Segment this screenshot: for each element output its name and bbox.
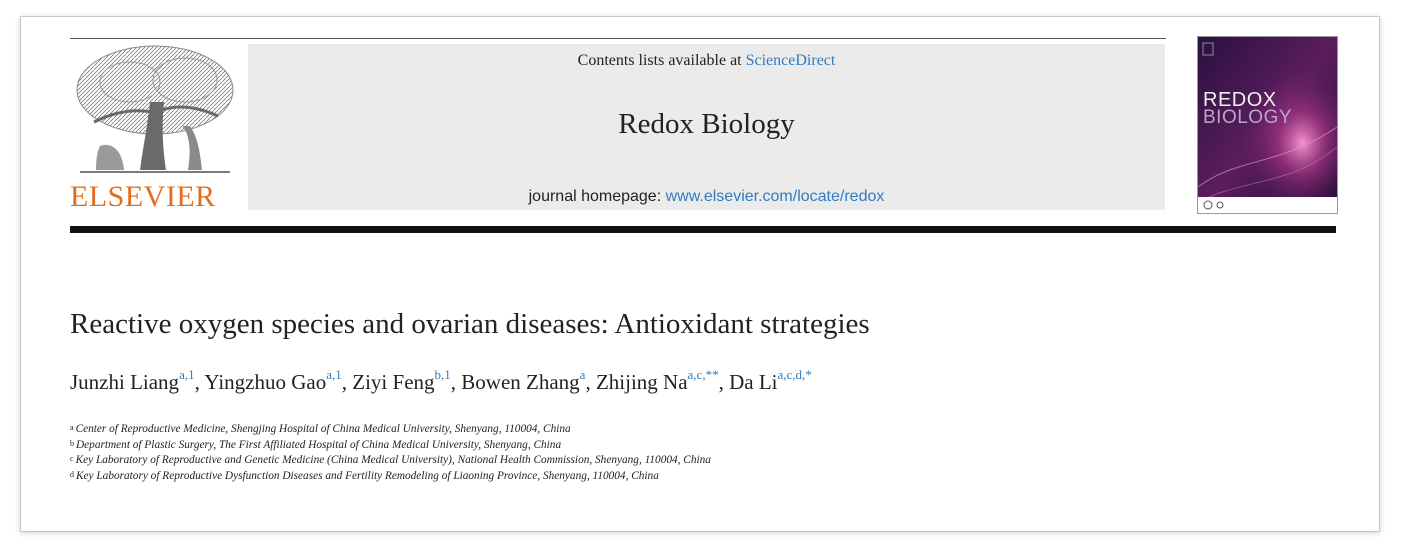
contents-line [248, 52, 1165, 70]
author[interactable]: Da $Li^{a,c,d,*}$ [729, 367, 812, 394]
cover-title-line1: REDOX [1203, 89, 1277, 111]
elsevier-wordmark: ELSEVIER [70, 180, 216, 213]
homepage-label: journal homepage: [528, 188, 662, 205]
tree-icon [70, 42, 240, 178]
author[interactable]: Bowen Zhang$^a$ [461, 367, 586, 394]
affiliation-item: $^a$ Center of Reproductive Medicine, Shengjing Hospital of China Medical University, Shenyang, 110004, China [70, 423, 571, 435]
journal-masthead [248, 44, 1165, 210]
author-affiliation-mark[interactable]: a,c,d,* [777, 367, 812, 382]
author-list: Junzhi Liang$^{a,1}$, Yingzhuo Gao$^{a,1}$, Ziyi Feng$^{b,1}$, Bowen Zhang$^a$, Zhijing $Na^{a,c,**}$, Da $Li^{a,c,d,*}$ [70, 367, 812, 394]
homepage-link[interactable]: www.elsevier.com/locate/redox [665, 188, 885, 205]
top-rule [70, 38, 1166, 39]
journal-title[interactable]: Redox Biology [618, 108, 795, 140]
affiliation-list [70, 422, 711, 484]
elsevier-logo[interactable] [70, 42, 240, 214]
affiliation-item: $^b$ Department of Plastic Surgery, The First Affiliated Hospital of China Medical University, Shenyang, China [70, 438, 562, 451]
affiliation-item: $^d$ Key Laboratory of Reproductive Dysfunction Diseases and Fertility Remodeling of Liaoning Province, Shenyang, 110004, China [70, 469, 659, 482]
header-divider [70, 226, 1336, 233]
contents-prefix: Contents lists available at [577, 52, 742, 69]
author[interactable]: Zhijing $Na^{a,c,**}$ [595, 367, 719, 394]
sciencedirect-link[interactable]: ScienceDirect [745, 52, 836, 69]
homepage-line [248, 188, 1165, 206]
cover-title-line2: BIOLOGY [1203, 107, 1293, 128]
author[interactable]: Yingzhuo Gao$^{a,1}$ [204, 367, 342, 394]
article-title: Reactive oxygen species and ovarian diseases: Antioxidant strategies [70, 308, 870, 340]
affiliation-item: $^c$ Key Laboratory of Reproductive and Genetic Medicine (China Medical University), National Health Commission, Shenyang, 110004, China [70, 454, 711, 466]
cover-title [1203, 91, 1292, 127]
author[interactable]: Ziyi Feng$^{b,1}$ [352, 367, 451, 394]
author-affiliation-mark[interactable]: b,1 [434, 367, 451, 382]
author-affiliation-mark[interactable]: a,1 [326, 367, 342, 382]
author-affiliation-mark[interactable]: a [579, 367, 586, 382]
author-affiliation-mark[interactable]: a,1 [179, 367, 195, 382]
author-affiliation-mark[interactable]: a,c,** [687, 367, 719, 382]
author[interactable]: Junzhi Liang$^{a,1}$ [70, 367, 195, 394]
journal-cover-image[interactable] [1197, 36, 1338, 214]
